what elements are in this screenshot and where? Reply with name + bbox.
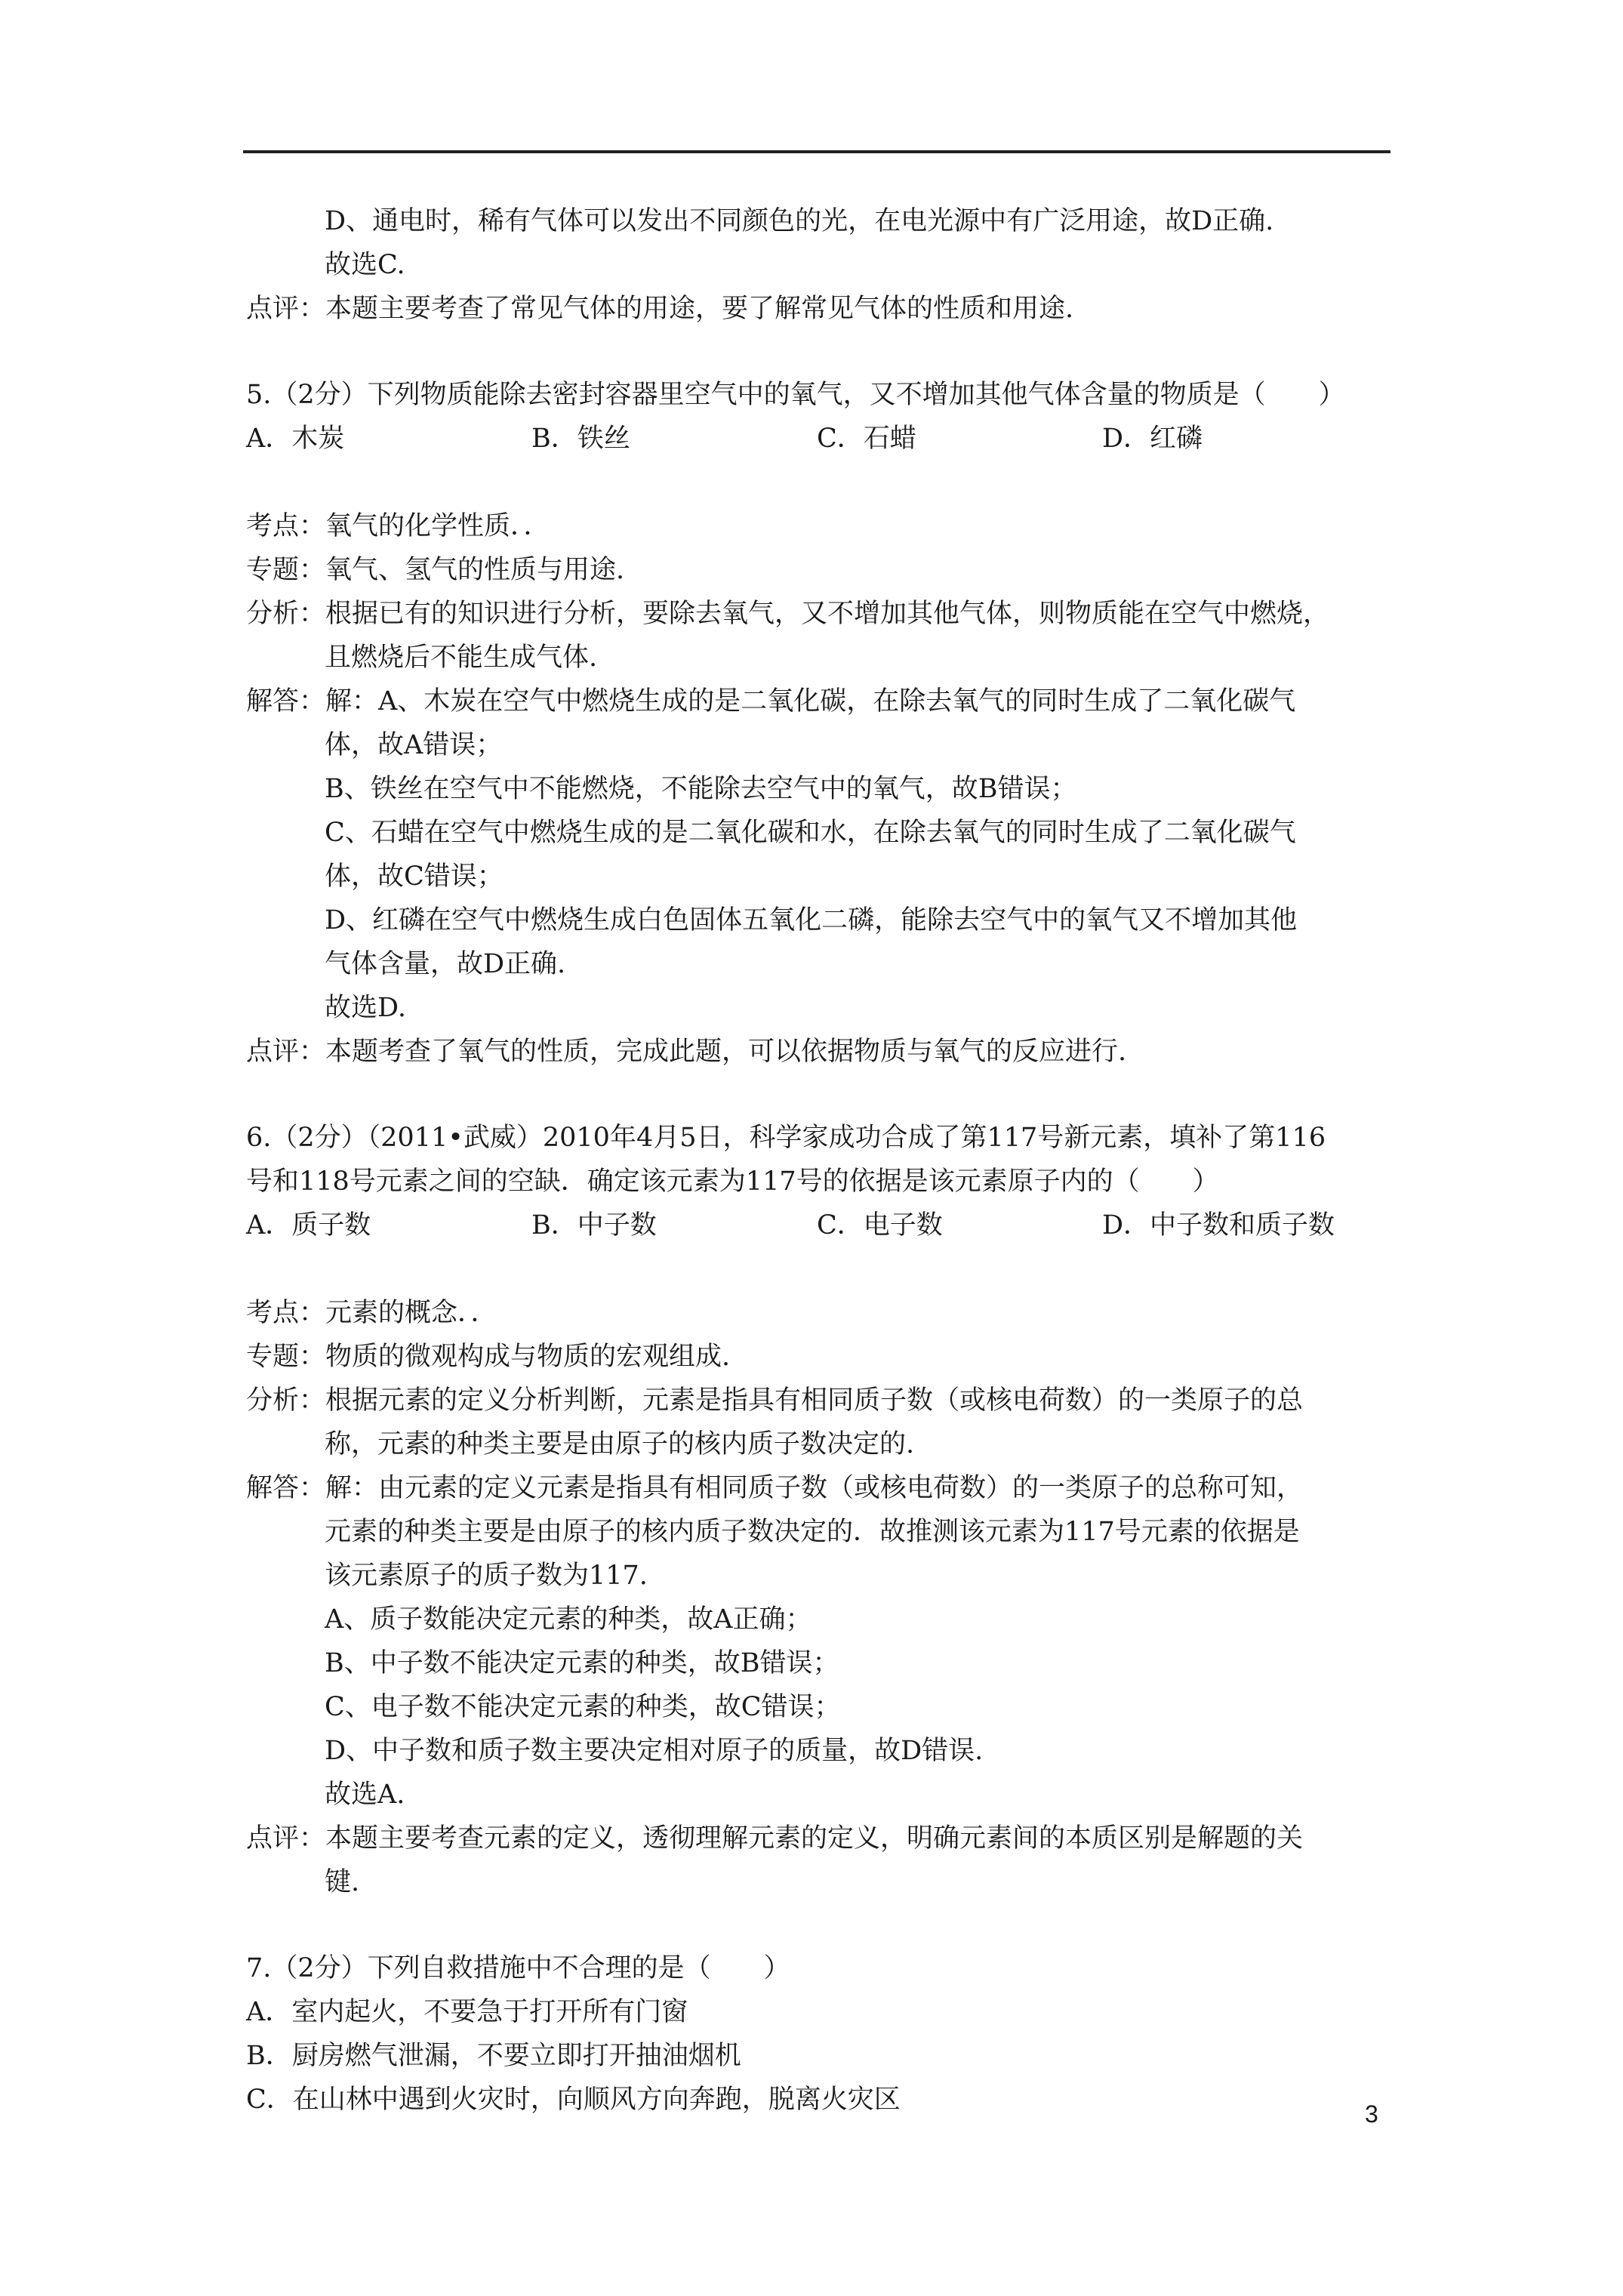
q7-option-b: B．厨房燃气泄漏，不要立即打开抽油烟机 (246, 2041, 741, 2071)
q5-option-a: A．木炭 (246, 424, 345, 454)
q6-option-d: D．中子数和质子数 (1102, 1210, 1335, 1240)
q5-comment: 点评：本题考查了氧气的性质，完成此题，可以依据物质与氧气的反应进行. (246, 1037, 1127, 1067)
q5-stem: 5.（2分）下列物质能除去密封容器里空气中的氧气，又不增加其他气体含量的物质是（ ） (246, 380, 1345, 410)
q5-kaodian: 考点：氧气的化学性质．． (246, 511, 550, 541)
q5-answer-line-5: 体，故C错误； (325, 861, 504, 892)
q6-answer-line-7: D、中子数和质子数主要决定相对原子的质量，故D错误. (325, 1736, 984, 1766)
q6-answer-line-1: 解答：解：由元素的定义元素是指具有相同质子数（或核电荷数）的一类原子的总称可知， (246, 1473, 1304, 1503)
q6-option-b: B．中子数 (531, 1210, 657, 1240)
q5-analysis-line-2: 且燃烧后不能生成气体. (325, 643, 598, 673)
q4-comment: 点评：本题主要考查了常见气体的用途，要了解常见气体的性质和用途. (246, 294, 1074, 324)
q7-option-a: A．室内起火，不要急于打开所有门窗 (246, 1997, 688, 2027)
q6-answer-line-2: 元素的种类主要是由原子的核内质子数决定的．故推测该元素为117号元素的依据是 (325, 1517, 1300, 1547)
q7-option-c: C．在山林中遇到火灾时，向顺风方向奔跑，脱离火灾区 (246, 2085, 901, 2115)
q5-answer-line-2: 体，故A错误； (325, 730, 503, 760)
page-number: 3 (1365, 2100, 1378, 2128)
q6-analysis-line-2: 称，元素的种类主要是由原子的核内质子数决定的. (325, 1429, 915, 1459)
q5-answer-line-8: 故选D. (325, 993, 406, 1023)
q5-zhuanti: 专题：氧气、氢气的性质与用途. (246, 555, 625, 585)
q5-answer-line-4: C、石蜡在空气中燃烧生成的是二氧化碳和水，在除去氧气的同时生成了二氧化碳气 (325, 818, 1296, 848)
header-rule (243, 150, 1390, 153)
q6-stem-line-1: 6.（2分）（2011•武威）2010年4月5日，科学家成功合成了第117号新元素，填补了第116 (246, 1123, 1326, 1153)
q6-answer-line-5: B、中子数不能决定元素的种类，故B错误； (325, 1648, 839, 1678)
q6-kaodian: 考点：元素的概念．． (246, 1298, 497, 1328)
q5-analysis-line-1: 分析：根据已有的知识进行分析，要除去氧气，又不增加其他气体，则物质能在空气中燃烧， (246, 599, 1330, 629)
q5-answer-line-3: B、铁丝在空气中不能燃烧，不能除去空气中的氧气，故B错误； (325, 774, 1077, 804)
q5-answer-line-6: D、红磷在空气中燃烧生成白色固体五氧化二磷，能除去空气中的氧气又不增加其他 (325, 905, 1298, 935)
q6-stem-line-2: 号和118号元素之间的空缺．确定该元素为117号的依据是该元素原子内的（ ） (246, 1166, 1219, 1197)
q4-option-d-explanation: D、通电时，稀有气体可以发出不同颜色的光，在电光源中有广泛用途，故D正确. (325, 206, 1274, 236)
q6-option-a: A．质子数 (246, 1210, 371, 1240)
q6-comment-line-1: 点评：本题主要考查元素的定义，透彻理解元素的定义，明确元素间的本质区别是解题的关 (246, 1823, 1304, 1854)
q6-answer-line-3: 该元素原子的质子数为117. (325, 1561, 648, 1591)
q7-stem: 7.（2分）下列自救措施中不合理的是（ ） (246, 1953, 790, 1983)
q6-zhuanti: 专题：物质的微观构成与物质的宏观组成. (246, 1342, 731, 1372)
q5-option-d: D．红磷 (1102, 424, 1203, 454)
q5-option-c: C．石蜡 (817, 424, 916, 454)
q6-answer-line-4: A、质子数能决定元素的种类，故A正确； (325, 1604, 812, 1635)
q6-option-c: C．电子数 (817, 1210, 943, 1240)
q6-analysis-line-1: 分析：根据元素的定义分析判断，元素是指具有相同质子数（或核电荷数）的一类原子的总 (246, 1385, 1304, 1416)
q5-answer-line-7: 气体含量，故D正确. (325, 949, 566, 979)
q5-option-b: B．铁丝 (531, 424, 630, 454)
q6-comment-line-2: 键. (325, 1867, 360, 1897)
q5-answer-line-1: 解答：解：A、木炭在空气中燃烧生成的是二氧化碳，在除去氧气的同时生成了二氧化碳气 (246, 686, 1296, 717)
q6-answer-line-8: 故选A. (325, 1780, 405, 1810)
q4-choose-line: 故选C. (325, 250, 405, 280)
q6-answer-line-6: C、电子数不能决定元素的种类，故C错误； (325, 1692, 841, 1722)
